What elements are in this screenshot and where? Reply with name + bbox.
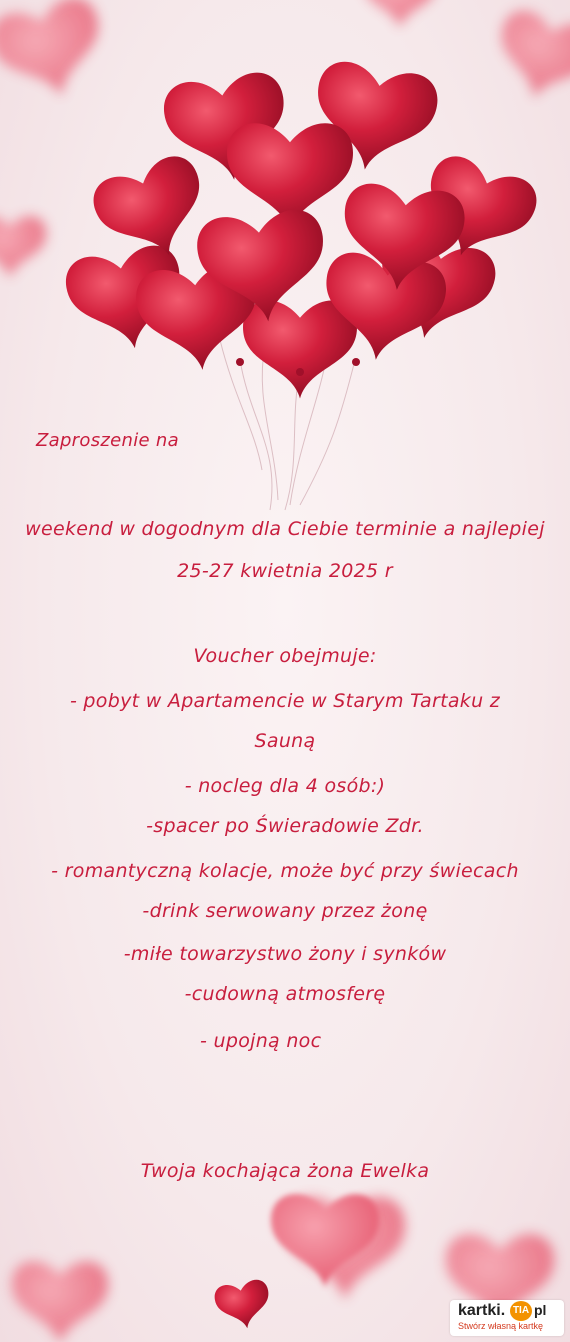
brand-name: kartki. [458,1302,506,1319]
voucher-item: -spacer po Świeradowie Zdr. [146,815,424,837]
invitation-line: 25-27 kwietnia 2025 r [177,560,393,582]
brand-badge-icon: TIA [510,1301,532,1321]
voucher-item: - romantyczną kolacje, może być przy świecach [51,860,519,882]
brand-tld: pl [534,1302,547,1318]
voucher-item: Sauną [254,730,316,752]
brand-tagline: Stwórz własną kartkę [458,1321,544,1331]
voucher-item: - upojną noc [200,1030,322,1052]
invitation-title: Zaproszenie na [36,430,179,451]
voucher-item: -cudowną atmosferę [184,983,386,1005]
invitation-line: weekend w dogodnym dla Ciebie terminie a najlepiej [25,518,545,540]
kartki-logo[interactable] [450,1300,564,1336]
voucher-item: - pobyt w Apartamencie w Starym Tartaku z [69,690,501,712]
voucher-item: -drink serwowany przez żonę [142,900,428,922]
signature: Twoja kochająca żona Ewelka [140,1160,430,1182]
voucher-item: -miłe towarzystwo żony i synków [123,943,447,965]
voucher-item: - nocleg dla 4 osób:) [184,775,386,797]
voucher-heading: Voucher obejmuje: [193,645,377,667]
